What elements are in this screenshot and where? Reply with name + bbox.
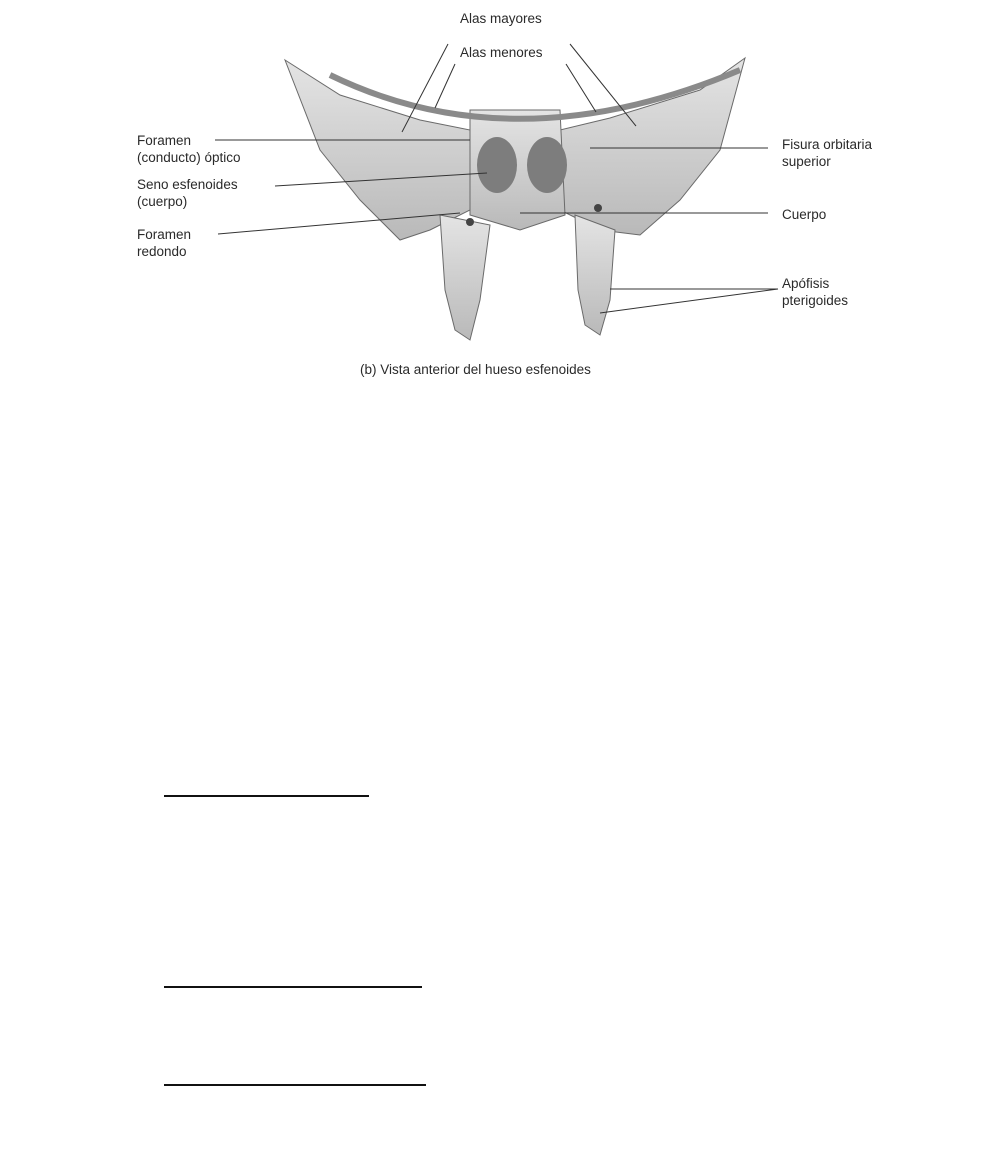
label-fisura-orbitaria: Fisura orbitaria superior [782,137,873,169]
foramen-rotundum-left [466,218,474,226]
sphenoid-figure [0,0,985,400]
figure-caption: (b) Vista anterior del hueso esfenoides [360,362,591,377]
label-seno-esfenoides: Seno esfenoides (cuerpo) [137,177,238,209]
right-pterygoid [575,215,615,335]
right-greater-wing [560,58,745,235]
sinus-left [477,137,517,193]
label-alas-menores: Alas menores [460,45,543,60]
label-alas-mayores: Alas mayores [460,11,542,26]
blank-line-1 [164,795,369,797]
blank-line-2 [164,986,422,988]
foramen-rotundum-right [594,204,602,212]
label-apofisis: Apófisis pterigoides [782,276,849,308]
sinus-right [527,137,567,193]
left-greater-wing [285,60,470,240]
label-cuerpo: Cuerpo [782,207,827,222]
label-foramen-redondo: Foramen redondo [137,227,192,259]
left-pterygoid [440,215,490,340]
label-foramen-optico: Foramen (conducto) óptico [137,133,241,165]
blank-line-3 [164,1084,426,1086]
